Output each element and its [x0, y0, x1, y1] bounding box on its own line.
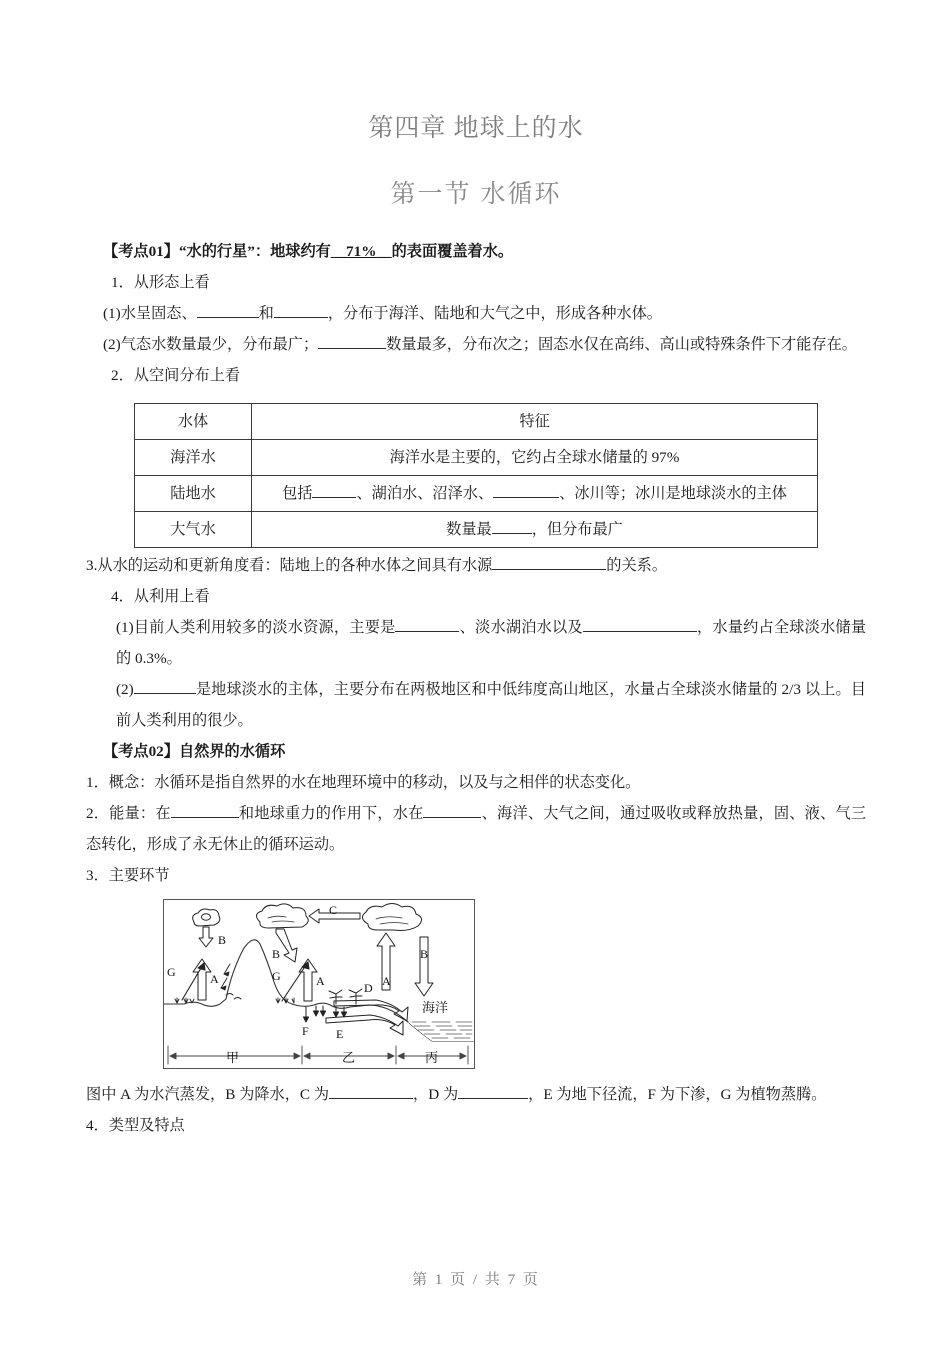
blank-glacier	[134, 678, 196, 694]
table-row	[135, 440, 818, 476]
figure-label-f: F	[302, 1024, 309, 1038]
arrow-ocean-precipitation	[415, 937, 433, 996]
s1-i1-2-a: (2)气态水数量最少，分布最广；	[103, 336, 319, 353]
blank-vapour-transport	[329, 1083, 413, 1099]
cloud-detail-r1	[376, 917, 402, 919]
section1-item1-2	[86, 329, 866, 360]
page-footer: 第 1 页 / 共 7 页	[412, 1272, 540, 1288]
blank-shallow-groundwater	[583, 616, 697, 632]
blank-water-supply-relation	[492, 554, 606, 570]
page-title: 第四章 地球上的水	[368, 115, 584, 142]
blank-groundwater	[493, 482, 559, 498]
s1-i1-2-b: 数量最多，分布次之；固态水仅在高纬、高山或特殊条件下才能存在。	[386, 336, 857, 353]
blank-water-state-2	[274, 302, 328, 318]
table-header-water-body: 水体	[135, 404, 252, 440]
water-cycle-svg	[164, 900, 474, 1068]
blank-least-amount	[492, 518, 532, 534]
figure-label-g-left: G	[167, 965, 176, 979]
vegetation-left	[175, 998, 194, 1003]
vegetation-middle	[276, 998, 294, 1003]
document-body	[86, 210, 866, 1141]
section1-item1-title: 1．从形态上看	[111, 274, 210, 291]
section1-item2-title: 2．从空间分布上看	[111, 367, 241, 384]
blank-river-water-use	[395, 616, 459, 632]
s1-i1-1-b: 和	[258, 305, 274, 322]
page-subtitle: 第一节 水循环	[390, 180, 562, 208]
arrow-surface-runoff	[334, 1000, 408, 1021]
figure-label-g-middle: G	[272, 969, 281, 983]
cloud-icon-left	[193, 909, 220, 926]
figure-label-a-left: A	[210, 972, 219, 986]
figure-label-b-left: B	[218, 933, 227, 947]
figure-label-a-ocean: A	[382, 974, 391, 988]
kaodian-01-heading-prefix: 【考点01】“水的行星”：地球约有	[103, 243, 331, 260]
figure-zone-jia: 甲	[226, 1050, 240, 1065]
cloud-detail-m1	[268, 916, 286, 918]
arrow-precipitation-left	[199, 927, 213, 947]
cloud-icon-middle	[256, 904, 308, 928]
section1-item3: 3.从水的运动和更新角度看：陆地上的各种水体之间具有水源 的关系。	[86, 550, 866, 581]
table-cell-ocean-water-feature: 海洋水是主要的，它约占全球水储量的 97%	[252, 440, 818, 476]
s1-i1-1-c: ，分布于海洋、陆地和大气之中，形成各种水体。	[327, 305, 662, 322]
kaodian-01-heading	[86, 236, 866, 267]
kaodian-01-heading-suffix: 的表面覆盖着水。	[391, 243, 514, 260]
mountain-slope-runoff	[221, 964, 241, 999]
table-cell-atmospheric-water-name: 大气水	[135, 512, 252, 548]
s1-i1-1-a: (1)水呈固态、	[103, 305, 197, 322]
section2-item1: 1．概念：水循环是指自然界的水在地理环境中的移动，以及与之相伴的状态变化。	[86, 774, 641, 791]
figure-label-e: E	[336, 1027, 344, 1041]
kaodian-02-heading: 【考点02】自然界的水循环	[103, 743, 286, 760]
table-cell-land-water-name: 陆地水	[135, 476, 252, 512]
blank-land	[423, 802, 481, 818]
figure-label-ocean: 海洋	[422, 1000, 449, 1015]
water-cycle-diagram-box	[163, 899, 475, 1069]
cloud-center-eye	[202, 914, 211, 920]
figure-caption: 图中 A 为水汽蒸发，B 为降水，C 为 ，D 为 ，E 为地下径流，F 为下渗，G 为植物蒸腾。	[86, 1079, 866, 1110]
table-cell-ocean-water-name: 海洋水	[135, 440, 252, 476]
section2-item2: 2．能量：在 和地球重力的作用下，水在 、海洋、大气之间，通过吸收或释放热量，固、液、气三态转化，形成了永无休止的循环运动。	[86, 798, 866, 860]
section1-item4-2: (2) 是地球淡水的主体，主要分布在两极地区和中低纬度高山地区，水量占全球淡水储量的 2/3 以上。目前人类利用的很少。	[86, 674, 866, 736]
section2-item3-title: 3．主要环节	[86, 867, 170, 884]
section2-item4-title: 4．类型及特点	[86, 1117, 185, 1134]
zone-measure-arrows	[170, 1053, 466, 1059]
figure-label-b-ocean: B	[420, 947, 429, 961]
table-header-feature: 特征	[252, 404, 818, 440]
table-cell-land-water-feature: 包括 、湖泊水、沼泽水、 、冰川等；冰川是地球淡水的主体	[252, 476, 818, 512]
cloud-detail-r2	[380, 923, 408, 925]
section1-item4-1: (1)目前人类利用较多的淡水资源，主要是 、淡水湖泊水以及 ，水量约占全球淡水储量的 0.3%。	[86, 612, 866, 674]
section1-item1-1	[86, 298, 866, 329]
figure-zone-bing: 丙	[425, 1050, 439, 1065]
figure-label-a-middle: A	[316, 974, 325, 988]
blank-solar-energy	[171, 802, 239, 818]
ocean-body	[408, 1018, 474, 1041]
blank-river-water	[312, 482, 356, 498]
figure-label-b-middle: B	[272, 947, 281, 961]
figure-zone-yi: 乙	[342, 1050, 356, 1065]
blank-surface-runoff	[458, 1083, 528, 1099]
blank-water-state-1	[197, 302, 259, 318]
figure-label-d: D	[364, 981, 373, 995]
table-row	[135, 476, 818, 512]
water-cycle-figure	[86, 899, 866, 1069]
figure-label-c: C	[329, 903, 338, 917]
table-row	[135, 512, 818, 548]
blank-liquid-water	[318, 333, 386, 349]
table-cell-atmospheric-water-feature: 数量最 ，但分布最广	[252, 512, 818, 548]
zone-separators	[168, 1046, 468, 1064]
water-body-table	[134, 403, 818, 548]
section1-item4-title: 4．从利用上看	[111, 588, 210, 605]
kaodian-01-heading-value: __71%__	[330, 243, 392, 260]
cloud-detail-m2	[272, 921, 294, 922]
table-header-row	[135, 404, 818, 440]
